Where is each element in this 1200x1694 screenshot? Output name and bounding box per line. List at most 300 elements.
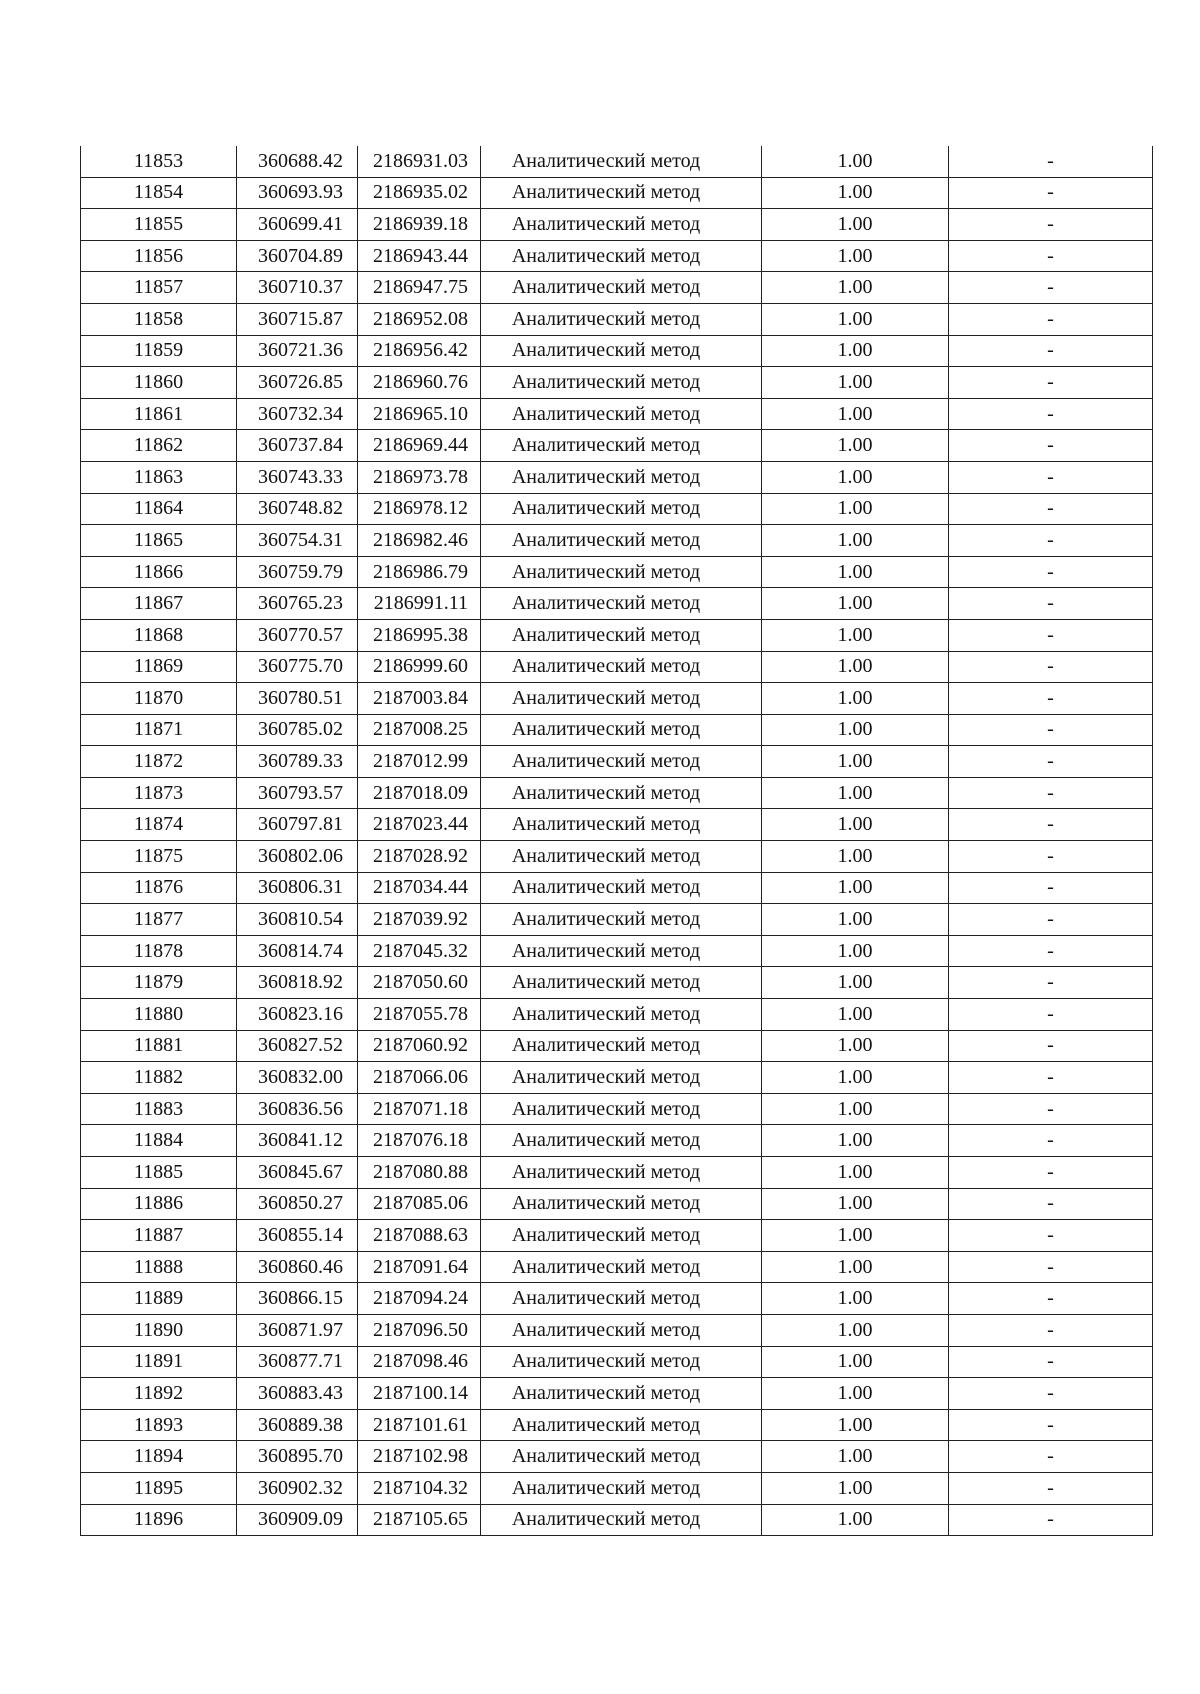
point-number-cell: 11863 (81, 461, 237, 493)
method-cell: Аналитический метод (481, 1378, 762, 1410)
x-coordinate-cell: 360780.51 (237, 683, 358, 715)
method-cell: Аналитический метод (481, 746, 762, 778)
table-row (81, 1030, 1153, 1062)
description-cell: - (949, 1409, 1153, 1441)
table-row (81, 367, 1153, 399)
table-row (81, 1314, 1153, 1346)
x-coordinate-cell: 360902.32 (237, 1472, 358, 1504)
y-coordinate-cell: 2187080.88 (358, 1157, 481, 1189)
accuracy-cell: 1.00 (762, 556, 949, 588)
table-row (81, 999, 1153, 1031)
y-coordinate-cell: 2187102.98 (358, 1441, 481, 1473)
description-cell: - (949, 1157, 1153, 1189)
point-number-cell: 11888 (81, 1251, 237, 1283)
description-cell: - (949, 1220, 1153, 1252)
description-cell: - (949, 935, 1153, 967)
description-cell: - (949, 398, 1153, 430)
table-row (81, 809, 1153, 841)
x-coordinate-cell: 360850.27 (237, 1188, 358, 1220)
y-coordinate-cell: 2186952.08 (358, 303, 481, 335)
description-cell: - (949, 619, 1153, 651)
y-coordinate-cell: 2186978.12 (358, 493, 481, 525)
x-coordinate-cell: 360832.00 (237, 1062, 358, 1094)
description-cell: - (949, 1441, 1153, 1473)
point-number-cell: 11883 (81, 1093, 237, 1125)
y-coordinate-cell: 2187012.99 (358, 746, 481, 778)
table-row (81, 1283, 1153, 1315)
x-coordinate-cell: 360889.38 (237, 1409, 358, 1441)
x-coordinate-cell: 360704.89 (237, 240, 358, 272)
accuracy-cell: 1.00 (762, 1093, 949, 1125)
y-coordinate-cell: 2187034.44 (358, 872, 481, 904)
description-cell: - (949, 809, 1153, 841)
method-cell: Аналитический метод (481, 999, 762, 1031)
point-number-cell: 11858 (81, 303, 237, 335)
description-cell: - (949, 493, 1153, 525)
accuracy-cell: 1.00 (762, 619, 949, 651)
accuracy-cell: 1.00 (762, 841, 949, 873)
accuracy-cell: 1.00 (762, 746, 949, 778)
accuracy-cell: 1.00 (762, 209, 949, 241)
accuracy-cell: 1.00 (762, 967, 949, 999)
point-number-cell: 11856 (81, 240, 237, 272)
point-number-cell: 11896 (81, 1504, 237, 1536)
point-number-cell: 11860 (81, 367, 237, 399)
y-coordinate-cell: 2186939.18 (358, 209, 481, 241)
x-coordinate-cell: 360836.56 (237, 1093, 358, 1125)
method-cell: Аналитический метод (481, 1220, 762, 1252)
point-number-cell: 11889 (81, 1283, 237, 1315)
method-cell: Аналитический метод (481, 146, 762, 177)
method-cell: Аналитический метод (481, 651, 762, 683)
accuracy-cell: 1.00 (762, 777, 949, 809)
method-cell: Аналитический метод (481, 1125, 762, 1157)
method-cell: Аналитический метод (481, 1441, 762, 1473)
table-row (81, 240, 1153, 272)
y-coordinate-cell: 2187096.50 (358, 1314, 481, 1346)
x-coordinate-cell: 360732.34 (237, 398, 358, 430)
method-cell: Аналитический метод (481, 1346, 762, 1378)
table-row (81, 967, 1153, 999)
description-cell: - (949, 904, 1153, 936)
x-coordinate-cell: 360866.15 (237, 1283, 358, 1315)
accuracy-cell: 1.00 (762, 146, 949, 177)
description-cell: - (949, 1125, 1153, 1157)
method-cell: Аналитический метод (481, 935, 762, 967)
description-cell: - (949, 1314, 1153, 1346)
method-cell: Аналитический метод (481, 1157, 762, 1189)
x-coordinate-cell: 360845.67 (237, 1157, 358, 1189)
table-row (81, 1125, 1153, 1157)
point-number-cell: 11876 (81, 872, 237, 904)
point-number-cell: 11875 (81, 841, 237, 873)
x-coordinate-cell: 360909.09 (237, 1504, 358, 1536)
point-number-cell: 11874 (81, 809, 237, 841)
x-coordinate-cell: 360823.16 (237, 999, 358, 1031)
table-row (81, 777, 1153, 809)
x-coordinate-cell: 360710.37 (237, 272, 358, 304)
method-cell: Аналитический метод (481, 398, 762, 430)
x-coordinate-cell: 360765.23 (237, 588, 358, 620)
table-row (81, 1409, 1153, 1441)
table-row (81, 1062, 1153, 1094)
point-number-cell: 11868 (81, 619, 237, 651)
y-coordinate-cell: 2187085.06 (358, 1188, 481, 1220)
description-cell: - (949, 1030, 1153, 1062)
point-number-cell: 11884 (81, 1125, 237, 1157)
table-row (81, 746, 1153, 778)
accuracy-cell: 1.00 (762, 1346, 949, 1378)
x-coordinate-cell: 360841.12 (237, 1125, 358, 1157)
method-cell: Аналитический метод (481, 556, 762, 588)
accuracy-cell: 1.00 (762, 683, 949, 715)
method-cell: Аналитический метод (481, 1093, 762, 1125)
table-row (81, 841, 1153, 873)
table-row (81, 209, 1153, 241)
description-cell: - (949, 1346, 1153, 1378)
method-cell: Аналитический метод (481, 683, 762, 715)
point-number-cell: 11877 (81, 904, 237, 936)
x-coordinate-cell: 360793.57 (237, 777, 358, 809)
description-cell: - (949, 1283, 1153, 1315)
table-row (81, 1346, 1153, 1378)
accuracy-cell: 1.00 (762, 1409, 949, 1441)
y-coordinate-cell: 2186956.42 (358, 335, 481, 367)
point-number-cell: 11859 (81, 335, 237, 367)
accuracy-cell: 1.00 (762, 904, 949, 936)
method-cell: Аналитический метод (481, 1472, 762, 1504)
y-coordinate-cell: 2187045.32 (358, 935, 481, 967)
y-coordinate-cell: 2187003.84 (358, 683, 481, 715)
accuracy-cell: 1.00 (762, 1220, 949, 1252)
x-coordinate-cell: 360877.71 (237, 1346, 358, 1378)
table-row (81, 146, 1153, 177)
method-cell: Аналитический метод (481, 525, 762, 557)
accuracy-cell: 1.00 (762, 872, 949, 904)
method-cell: Аналитический метод (481, 1188, 762, 1220)
x-coordinate-cell: 360785.02 (237, 714, 358, 746)
y-coordinate-cell: 2186943.44 (358, 240, 481, 272)
x-coordinate-cell: 360715.87 (237, 303, 358, 335)
x-coordinate-cell: 360743.33 (237, 461, 358, 493)
point-number-cell: 11854 (81, 177, 237, 209)
accuracy-cell: 1.00 (762, 240, 949, 272)
x-coordinate-cell: 360688.42 (237, 146, 358, 177)
x-coordinate-cell: 360737.84 (237, 430, 358, 462)
table-row (81, 619, 1153, 651)
method-cell: Аналитический метод (481, 1409, 762, 1441)
method-cell: Аналитический метод (481, 177, 762, 209)
point-number-cell: 11878 (81, 935, 237, 967)
table-row (81, 303, 1153, 335)
table-row (81, 493, 1153, 525)
description-cell: - (949, 209, 1153, 241)
y-coordinate-cell: 2187055.78 (358, 999, 481, 1031)
table-row (81, 461, 1153, 493)
point-number-cell: 11855 (81, 209, 237, 241)
y-coordinate-cell: 2186995.38 (358, 619, 481, 651)
description-cell: - (949, 872, 1153, 904)
description-cell: - (949, 335, 1153, 367)
point-number-cell: 11869 (81, 651, 237, 683)
x-coordinate-cell: 360810.54 (237, 904, 358, 936)
point-number-cell: 11872 (81, 746, 237, 778)
y-coordinate-cell: 2186947.75 (358, 272, 481, 304)
point-number-cell: 11881 (81, 1030, 237, 1062)
y-coordinate-cell: 2187060.92 (358, 1030, 481, 1062)
accuracy-cell: 1.00 (762, 303, 949, 335)
y-coordinate-cell: 2186973.78 (358, 461, 481, 493)
point-number-cell: 11893 (81, 1409, 237, 1441)
x-coordinate-cell: 360699.41 (237, 209, 358, 241)
y-coordinate-cell: 2186965.10 (358, 398, 481, 430)
x-coordinate-cell: 360855.14 (237, 1220, 358, 1252)
table-row (81, 904, 1153, 936)
x-coordinate-cell: 360860.46 (237, 1251, 358, 1283)
accuracy-cell: 1.00 (762, 430, 949, 462)
description-cell: - (949, 556, 1153, 588)
point-number-cell: 11880 (81, 999, 237, 1031)
method-cell: Аналитический метод (481, 1314, 762, 1346)
method-cell: Аналитический метод (481, 619, 762, 651)
accuracy-cell: 1.00 (762, 588, 949, 620)
y-coordinate-cell: 2187088.63 (358, 1220, 481, 1252)
accuracy-cell: 1.00 (762, 493, 949, 525)
accuracy-cell: 1.00 (762, 1378, 949, 1410)
description-cell: - (949, 967, 1153, 999)
accuracy-cell: 1.00 (762, 651, 949, 683)
y-coordinate-cell: 2187066.06 (358, 1062, 481, 1094)
description-cell: - (949, 367, 1153, 399)
method-cell: Аналитический метод (481, 1030, 762, 1062)
accuracy-cell: 1.00 (762, 1283, 949, 1315)
description-cell: - (949, 1251, 1153, 1283)
point-number-cell: 11861 (81, 398, 237, 430)
method-cell: Аналитический метод (481, 904, 762, 936)
description-cell: - (949, 651, 1153, 683)
y-coordinate-cell: 2186931.03 (358, 146, 481, 177)
point-number-cell: 11867 (81, 588, 237, 620)
coordinates-table (80, 146, 1153, 1536)
y-coordinate-cell: 2186969.44 (358, 430, 481, 462)
accuracy-cell: 1.00 (762, 1441, 949, 1473)
x-coordinate-cell: 360748.82 (237, 493, 358, 525)
table-row (81, 335, 1153, 367)
description-cell: - (949, 683, 1153, 715)
point-number-cell: 11886 (81, 1188, 237, 1220)
table-row (81, 714, 1153, 746)
y-coordinate-cell: 2187039.92 (358, 904, 481, 936)
x-coordinate-cell: 360827.52 (237, 1030, 358, 1062)
description-cell: - (949, 1472, 1153, 1504)
description-cell: - (949, 303, 1153, 335)
x-coordinate-cell: 360895.70 (237, 1441, 358, 1473)
accuracy-cell: 1.00 (762, 1157, 949, 1189)
table-row (81, 430, 1153, 462)
table-row (81, 588, 1153, 620)
accuracy-cell: 1.00 (762, 935, 949, 967)
accuracy-cell: 1.00 (762, 1188, 949, 1220)
table-row (81, 1378, 1153, 1410)
accuracy-cell: 1.00 (762, 335, 949, 367)
y-coordinate-cell: 2187098.46 (358, 1346, 481, 1378)
method-cell: Аналитический метод (481, 809, 762, 841)
description-cell: - (949, 430, 1153, 462)
method-cell: Аналитический метод (481, 367, 762, 399)
description-cell: - (949, 746, 1153, 778)
method-cell: Аналитический метод (481, 1283, 762, 1315)
table-row (81, 1157, 1153, 1189)
table-body (81, 146, 1153, 1536)
x-coordinate-cell: 360789.33 (237, 746, 358, 778)
y-coordinate-cell: 2187101.61 (358, 1409, 481, 1441)
table-row (81, 1093, 1153, 1125)
method-cell: Аналитический метод (481, 209, 762, 241)
table-row (81, 272, 1153, 304)
x-coordinate-cell: 360775.70 (237, 651, 358, 683)
point-number-cell: 11885 (81, 1157, 237, 1189)
point-number-cell: 11862 (81, 430, 237, 462)
table-row (81, 935, 1153, 967)
method-cell: Аналитический метод (481, 872, 762, 904)
point-number-cell: 11895 (81, 1472, 237, 1504)
method-cell: Аналитический метод (481, 1251, 762, 1283)
table-row (81, 177, 1153, 209)
accuracy-cell: 1.00 (762, 809, 949, 841)
x-coordinate-cell: 360759.79 (237, 556, 358, 588)
y-coordinate-cell: 2187023.44 (358, 809, 481, 841)
description-cell: - (949, 177, 1153, 209)
x-coordinate-cell: 360883.43 (237, 1378, 358, 1410)
description-cell: - (949, 588, 1153, 620)
method-cell: Аналитический метод (481, 240, 762, 272)
accuracy-cell: 1.00 (762, 367, 949, 399)
method-cell: Аналитический метод (481, 714, 762, 746)
description-cell: - (949, 146, 1153, 177)
point-number-cell: 11890 (81, 1314, 237, 1346)
method-cell: Аналитический метод (481, 1062, 762, 1094)
x-coordinate-cell: 360726.85 (237, 367, 358, 399)
y-coordinate-cell: 2186935.02 (358, 177, 481, 209)
table-row (81, 1472, 1153, 1504)
table-row (81, 1251, 1153, 1283)
accuracy-cell: 1.00 (762, 1472, 949, 1504)
method-cell: Аналитический метод (481, 303, 762, 335)
table-row (81, 1441, 1153, 1473)
y-coordinate-cell: 2187076.18 (358, 1125, 481, 1157)
description-cell: - (949, 461, 1153, 493)
point-number-cell: 11879 (81, 967, 237, 999)
accuracy-cell: 1.00 (762, 398, 949, 430)
point-number-cell: 11894 (81, 1441, 237, 1473)
point-number-cell: 11864 (81, 493, 237, 525)
point-number-cell: 11870 (81, 683, 237, 715)
point-number-cell: 11865 (81, 525, 237, 557)
y-coordinate-cell: 2187105.65 (358, 1504, 481, 1536)
description-cell: - (949, 240, 1153, 272)
description-cell: - (949, 525, 1153, 557)
point-number-cell: 11891 (81, 1346, 237, 1378)
x-coordinate-cell: 360754.31 (237, 525, 358, 557)
accuracy-cell: 1.00 (762, 1314, 949, 1346)
point-number-cell: 11853 (81, 146, 237, 177)
y-coordinate-cell: 2187094.24 (358, 1283, 481, 1315)
method-cell: Аналитический метод (481, 588, 762, 620)
y-coordinate-cell: 2187028.92 (358, 841, 481, 873)
method-cell: Аналитический метод (481, 335, 762, 367)
accuracy-cell: 1.00 (762, 999, 949, 1031)
method-cell: Аналитический метод (481, 461, 762, 493)
y-coordinate-cell: 2186982.46 (358, 525, 481, 557)
description-cell: - (949, 1378, 1153, 1410)
y-coordinate-cell: 2187071.18 (358, 1093, 481, 1125)
x-coordinate-cell: 360814.74 (237, 935, 358, 967)
point-number-cell: 11892 (81, 1378, 237, 1410)
method-cell: Аналитический метод (481, 430, 762, 462)
y-coordinate-cell: 2187091.64 (358, 1251, 481, 1283)
table-row (81, 1188, 1153, 1220)
point-number-cell: 11873 (81, 777, 237, 809)
table-row (81, 525, 1153, 557)
table-row (81, 872, 1153, 904)
accuracy-cell: 1.00 (762, 461, 949, 493)
y-coordinate-cell: 2186991.11 (358, 588, 481, 620)
x-coordinate-cell: 360693.93 (237, 177, 358, 209)
table-row (81, 556, 1153, 588)
table-row (81, 1504, 1153, 1536)
description-cell: - (949, 272, 1153, 304)
description-cell: - (949, 714, 1153, 746)
method-cell: Аналитический метод (481, 1504, 762, 1536)
point-number-cell: 11866 (81, 556, 237, 588)
method-cell: Аналитический метод (481, 967, 762, 999)
x-coordinate-cell: 360797.81 (237, 809, 358, 841)
description-cell: - (949, 1504, 1153, 1536)
description-cell: - (949, 841, 1153, 873)
table-row (81, 651, 1153, 683)
accuracy-cell: 1.00 (762, 1062, 949, 1094)
accuracy-cell: 1.00 (762, 714, 949, 746)
y-coordinate-cell: 2187050.60 (358, 967, 481, 999)
y-coordinate-cell: 2187100.14 (358, 1378, 481, 1410)
method-cell: Аналитический метод (481, 777, 762, 809)
description-cell: - (949, 1062, 1153, 1094)
y-coordinate-cell: 2186999.60 (358, 651, 481, 683)
x-coordinate-cell: 360818.92 (237, 967, 358, 999)
accuracy-cell: 1.00 (762, 1030, 949, 1062)
y-coordinate-cell: 2186986.79 (358, 556, 481, 588)
point-number-cell: 11857 (81, 272, 237, 304)
method-cell: Аналитический метод (481, 493, 762, 525)
accuracy-cell: 1.00 (762, 177, 949, 209)
accuracy-cell: 1.00 (762, 1504, 949, 1536)
accuracy-cell: 1.00 (762, 1125, 949, 1157)
y-coordinate-cell: 2186960.76 (358, 367, 481, 399)
method-cell: Аналитический метод (481, 841, 762, 873)
x-coordinate-cell: 360721.36 (237, 335, 358, 367)
method-cell: Аналитический метод (481, 272, 762, 304)
x-coordinate-cell: 360806.31 (237, 872, 358, 904)
x-coordinate-cell: 360770.57 (237, 619, 358, 651)
point-number-cell: 11882 (81, 1062, 237, 1094)
point-number-cell: 11871 (81, 714, 237, 746)
table-row (81, 683, 1153, 715)
y-coordinate-cell: 2187018.09 (358, 777, 481, 809)
y-coordinate-cell: 2187008.25 (358, 714, 481, 746)
description-cell: - (949, 1093, 1153, 1125)
x-coordinate-cell: 360871.97 (237, 1314, 358, 1346)
y-coordinate-cell: 2187104.32 (358, 1472, 481, 1504)
